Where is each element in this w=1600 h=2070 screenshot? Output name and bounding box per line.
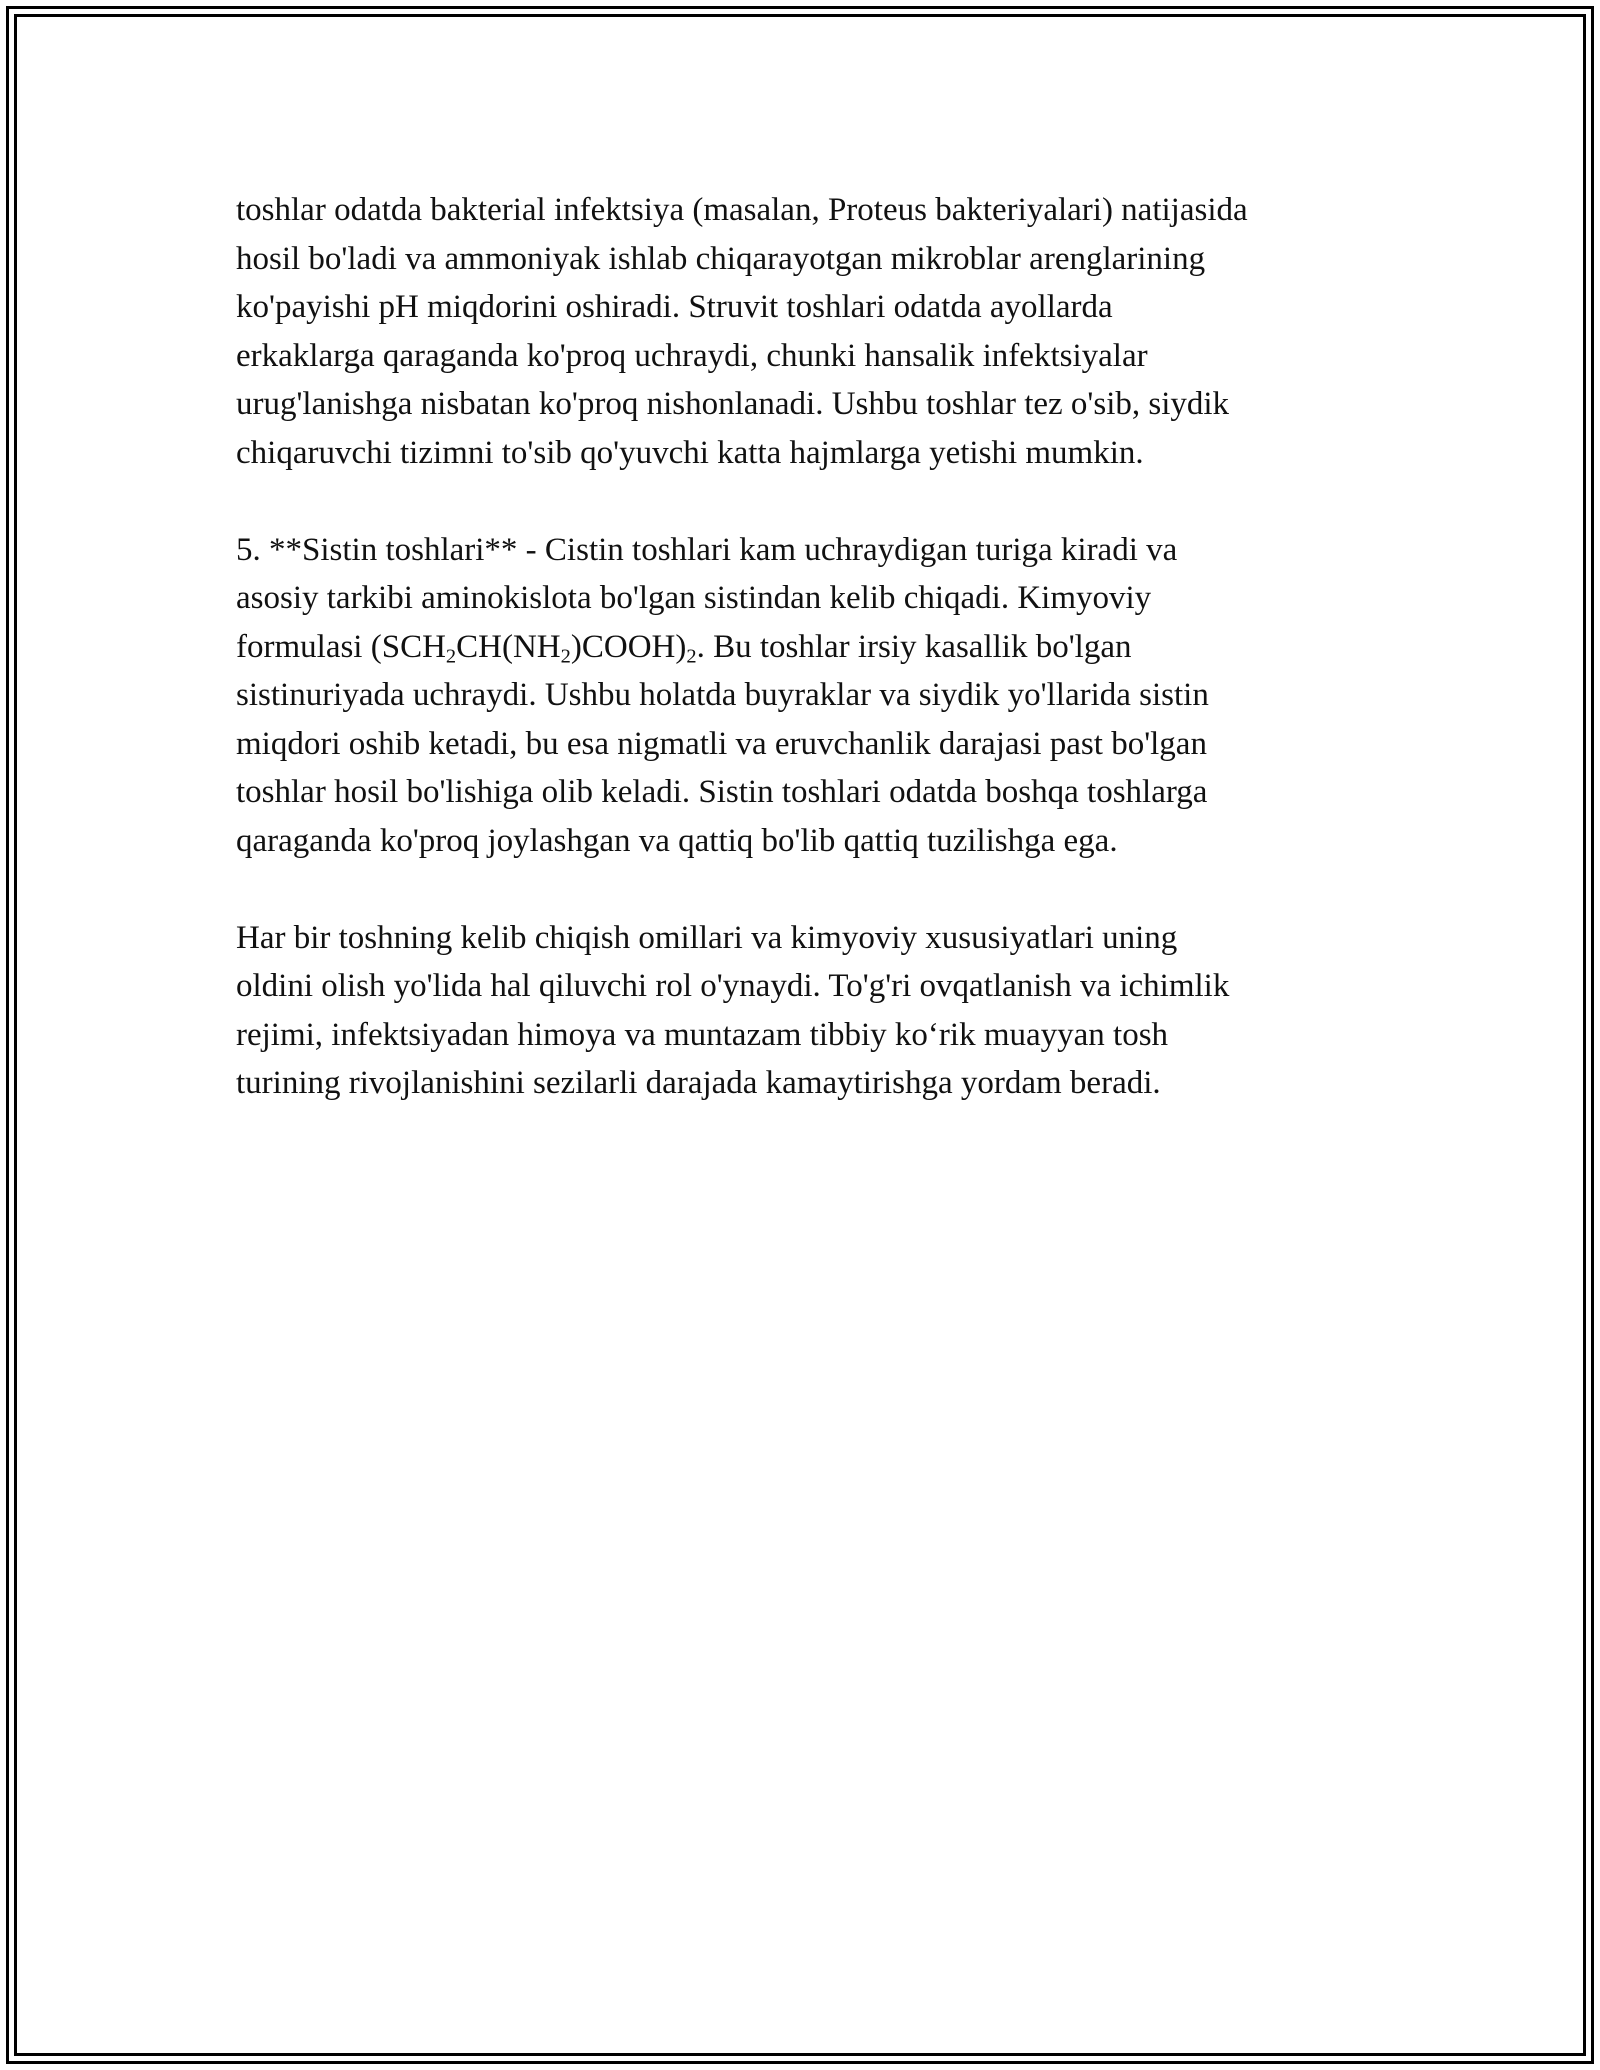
formula-suffix: . Bu toshlar irsiy kasallik bo'lgan	[696, 628, 1132, 665]
text-line: 5. **Sistin toshlari** - Cistin toshlari kam uchraydigan turiga kiradi va	[236, 531, 1178, 568]
text-line: turining rivojlanishini sezilarli darajada kamaytirishga yordam beradi.	[236, 1065, 1161, 1101]
text-line: sistinuriyada uchraydi. Ushbu holatda buyraklar va siydik yo'llarida sistin	[236, 677, 1209, 713]
subscript: 2	[560, 645, 571, 668]
text-line: miqdori oshib ketadi, bu esa nigmatli va eruvchanlik darajasi past bo'lgan	[236, 725, 1207, 762]
formula-prefix: formulasi (SCH	[236, 628, 446, 665]
text-line: rejimi, infektsiyadan himoya va muntazam tibbiy ko‘rik muayyan tosh	[236, 1016, 1169, 1053]
paragraph-struvite-continuation	[236, 186, 1376, 477]
formula-part: CH(NH	[456, 628, 561, 665]
text-line: asosiy tarkibi aminokislota bo'lgan sistindan kelib chiqadi. Kimyoviy	[236, 580, 1152, 616]
text-line: toshlar hosil bo'lishiga olib keladi. Sistin toshlari odatda boshqa toshlarga	[236, 774, 1208, 810]
text-line: urug'lanishga nisbatan ko'proq nishonlanadi. Ushbu toshlar tez o'sib, siydik	[236, 386, 1230, 422]
document-body	[236, 186, 1376, 1156]
text-line: Har bir toshning kelib chiqish omillari va kimyoviy xususiyatlari uning	[236, 919, 1178, 956]
paragraph-cystine-stones	[236, 526, 1376, 866]
text-line: oldini olish yo'lida hal qiluvchi rol o'ynaydi. To'g'ri ovqatlanish va ichimlik	[236, 968, 1230, 1004]
text-line: chiqaruvchi tizimni to'sib qo'yuvchi katta hajmlarga yetishi mumkin.	[236, 434, 1144, 471]
text-line: qaraganda ko'proq joylashgan va qattiq bo'lib qattiq tuzilishga ega.	[236, 822, 1118, 859]
paragraph-conclusion	[236, 914, 1376, 1108]
subscript: 2	[445, 645, 457, 668]
text-line: toshlar odatda bakterial infektsiya (masalan, Proteus bakteriyalari) natijasida	[236, 192, 1248, 228]
text-line: erkaklarga qaraganda ko'proq uchraydi, chunki hansalik infektsiyalar	[236, 337, 1148, 374]
subscript: 2	[686, 645, 697, 668]
text-line: ko'payishi pH miqdorini oshiradi. Struvit toshlari odatda ayollarda	[236, 289, 1113, 325]
formula-part: )COOH)	[570, 628, 687, 665]
text-line: hosil bo'ladi va ammoniyak ishlab chiqarayotgan mikroblar arenglarining	[236, 240, 1206, 277]
formula-line	[236, 623, 1376, 672]
